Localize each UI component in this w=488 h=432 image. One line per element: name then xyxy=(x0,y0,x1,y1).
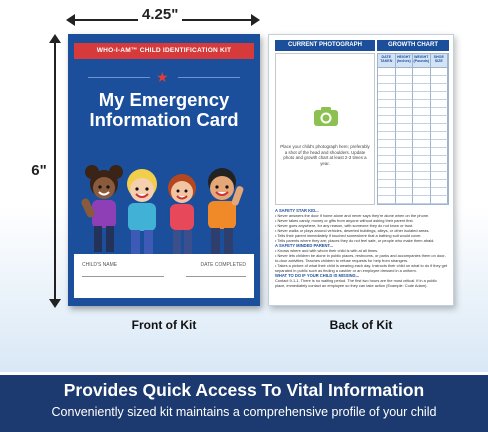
arrow-up-icon xyxy=(49,34,61,43)
growth-chart-cell[interactable] xyxy=(396,124,414,132)
safety-parent-item: • Knows where and with whom their child is with at all times. xyxy=(275,248,379,253)
growth-chart-cell[interactable] xyxy=(378,172,396,180)
growth-chart-cell[interactable] xyxy=(431,68,449,76)
growth-chart-cell[interactable] xyxy=(396,156,414,164)
growth-chart-cell[interactable] xyxy=(431,92,449,100)
growth-column-header: SHOE SIZE xyxy=(431,54,449,68)
missing-title: WHAT TO DO IF YOUR CHILD IS MISSING... xyxy=(275,273,360,278)
growth-chart-cell[interactable] xyxy=(396,132,414,140)
growth-chart-cell[interactable] xyxy=(431,156,449,164)
growth-chart-cell[interactable] xyxy=(396,76,414,84)
arrow-left-icon xyxy=(66,14,75,26)
growth-chart-cell[interactable] xyxy=(396,108,414,116)
growth-chart-cell[interactable] xyxy=(378,180,396,188)
growth-chart-cell[interactable] xyxy=(431,164,449,172)
growth-chart-cell[interactable] xyxy=(396,180,414,188)
growth-chart-cell[interactable] xyxy=(431,180,449,188)
growth-chart-cell[interactable] xyxy=(396,148,414,156)
growth-chart-cell[interactable] xyxy=(431,100,449,108)
missing-text: Contact 9-1-1. There is no waiting period. The first two hours are the most critical. If in a public place, immediately contact an employee so they can take action (Example: Code Adam). xyxy=(275,278,438,288)
card-title-line2: Information Card xyxy=(89,109,239,130)
growth-column-header: DATE TAKEN xyxy=(378,54,396,68)
growth-chart-cell[interactable] xyxy=(431,116,449,124)
safety-star-item: • Tells their parent immediately if touched somewhere that a bathing suit would cover. xyxy=(275,233,422,238)
growth-chart-cell[interactable] xyxy=(413,140,431,148)
growth-chart-cell[interactable] xyxy=(413,148,431,156)
card-title-line1: My Emergency xyxy=(98,89,230,110)
safety-star-item: • Never goes anywhere, for any reason, with someone they do not know or trust. xyxy=(275,223,414,228)
growth-chart-cell[interactable] xyxy=(378,76,396,84)
safety-tips xyxy=(275,208,448,288)
date-completed-label: DATE COMPLETED xyxy=(200,262,246,268)
growth-chart-cell[interactable] xyxy=(378,100,396,108)
kid-4-figure xyxy=(208,168,244,254)
growth-chart-cell[interactable] xyxy=(413,156,431,164)
growth-chart-cell[interactable] xyxy=(431,172,449,180)
growth-chart-cell[interactable] xyxy=(378,140,396,148)
info-banner xyxy=(0,375,488,432)
growth-chart-cell[interactable] xyxy=(431,124,449,132)
photo-placeholder xyxy=(275,53,375,205)
kid-1-figure xyxy=(80,165,123,252)
growth-chart-cell[interactable] xyxy=(413,108,431,116)
growth-chart-cell[interactable] xyxy=(431,108,449,116)
growth-chart-cell[interactable] xyxy=(378,116,396,124)
width-label: 4.25" xyxy=(138,6,182,23)
kit-name-banner: WHO-I-AM™ CHILD IDENTIFICATION KIT xyxy=(74,43,254,59)
safety-star-item: • Never answers the door if home alone and never says they're alone when on the phone. xyxy=(275,213,430,218)
growth-column-header: WEIGHT (Pounds) xyxy=(413,54,431,68)
growth-chart-cell[interactable] xyxy=(378,188,396,196)
front-caption: Front of Kit xyxy=(131,318,197,332)
height-dimension xyxy=(31,36,66,306)
growth-chart-cell[interactable] xyxy=(413,124,431,132)
growth-chart-cell[interactable] xyxy=(413,188,431,196)
divider-right xyxy=(178,77,240,78)
growth-chart-cell[interactable] xyxy=(413,100,431,108)
childs-name-label: CHILD'S NAME xyxy=(82,262,118,268)
growth-column-header: HEIGHT (Inches) xyxy=(396,54,414,68)
growth-chart-cell[interactable] xyxy=(378,132,396,140)
growth-chart-cell[interactable] xyxy=(413,172,431,180)
growth-chart-cell[interactable] xyxy=(431,84,449,92)
growth-chart-cell[interactable] xyxy=(396,92,414,100)
growth-chart-cell[interactable] xyxy=(396,140,414,148)
growth-chart-cell[interactable] xyxy=(396,172,414,180)
kid-2-figure xyxy=(127,169,157,254)
back-caption: Back of Kit xyxy=(329,318,393,332)
growth-chart-cell[interactable] xyxy=(396,100,414,108)
growth-chart-cell[interactable] xyxy=(378,84,396,92)
name-entry-box xyxy=(74,254,254,298)
safety-parent-item: • Takes a picture of what their child is wearing each day. Instructs their child on what to do if they get separated in public such as finding a cashier or an employee dressed in a uniform. xyxy=(275,263,448,273)
safety-parent-item: • Never lets children be alone in public places, restrooms, or parks and accompanies them on door-to-door activities. Teaches children to refuse requests for help from strangers. xyxy=(275,253,446,263)
photo-header: CURRENT PHOTOGRAPH xyxy=(275,40,375,51)
safety-parent-title: A SAFETY MINDED PARENT... xyxy=(275,243,333,248)
safety-star-item: • Tells parents where they are; places they do not feel safe, or people who make them afraid. xyxy=(275,238,435,243)
growth-chart-cell[interactable] xyxy=(413,164,431,172)
card-title xyxy=(68,90,260,130)
front-card xyxy=(68,34,260,306)
growth-chart-cell[interactable] xyxy=(431,196,449,204)
growth-chart-cell[interactable] xyxy=(396,116,414,124)
growth-chart-cell[interactable] xyxy=(378,108,396,116)
growth-chart-cell[interactable] xyxy=(431,76,449,84)
star-icon: ★ xyxy=(156,69,169,85)
date-completed-line xyxy=(186,276,246,277)
width-dimension xyxy=(68,6,258,26)
growth-chart-cell[interactable] xyxy=(413,116,431,124)
growth-chart-cell[interactable] xyxy=(431,188,449,196)
growth-chart-cell[interactable] xyxy=(431,148,449,156)
growth-chart-cell[interactable] xyxy=(413,68,431,76)
growth-chart-cell[interactable] xyxy=(378,92,396,100)
growth-chart-cell[interactable] xyxy=(378,164,396,172)
arrow-down-icon xyxy=(49,299,61,308)
growth-chart-cell[interactable] xyxy=(413,76,431,84)
growth-chart-cell[interactable] xyxy=(378,196,396,204)
growth-chart-cell[interactable] xyxy=(396,164,414,172)
kid-3-figure xyxy=(168,174,196,254)
height-dimension-line xyxy=(54,36,56,306)
height-label: 6" xyxy=(24,160,54,181)
divider-left xyxy=(88,77,150,78)
photo-instructions: Place your child's photograph here; preferably a shot of the head and shoulders. Update photo and growth chart at least 2-3 times a year. xyxy=(280,144,370,166)
growth-chart-cell[interactable] xyxy=(413,180,431,188)
banner-headline: Provides Quick Access To Vital Information xyxy=(63,380,425,400)
children-illustration xyxy=(78,160,250,256)
growth-chart-cell[interactable] xyxy=(396,196,414,204)
growth-chart-cell[interactable] xyxy=(413,196,431,204)
growth-chart-cell[interactable] xyxy=(431,140,449,148)
growth-chart-cell[interactable] xyxy=(413,132,431,140)
safety-star-title: A SAFETY STAR KID... xyxy=(275,208,319,213)
growth-chart-cell[interactable] xyxy=(413,92,431,100)
growth-chart-cell[interactable] xyxy=(413,84,431,92)
growth-chart-cell[interactable] xyxy=(396,68,414,76)
growth-chart-cell[interactable] xyxy=(378,68,396,76)
growth-chart-cell[interactable] xyxy=(396,84,414,92)
childs-name-line xyxy=(82,276,164,277)
growth-chart-cell[interactable] xyxy=(431,132,449,140)
growth-chart-table xyxy=(377,53,449,205)
back-card xyxy=(268,34,454,306)
growth-chart-cell[interactable] xyxy=(378,124,396,132)
growth-chart-cell[interactable] xyxy=(378,156,396,164)
banner-subline: Conveniently sized kit maintains a comprehensive profile of your child xyxy=(51,405,437,419)
growth-chart-cell[interactable] xyxy=(396,188,414,196)
growth-chart-header: GROWTH CHART xyxy=(377,40,449,51)
arrow-right-icon xyxy=(251,14,260,26)
safety-star-item: • Never takes candy, money or gifts from anyone without asking their parent first. xyxy=(275,218,414,223)
safety-star-item: • Never walks or plays around vehicles, deserted buildings, alleys, or other isolated areas. xyxy=(275,228,430,233)
growth-chart-cell[interactable] xyxy=(378,148,396,156)
camera-icon xyxy=(314,106,338,126)
